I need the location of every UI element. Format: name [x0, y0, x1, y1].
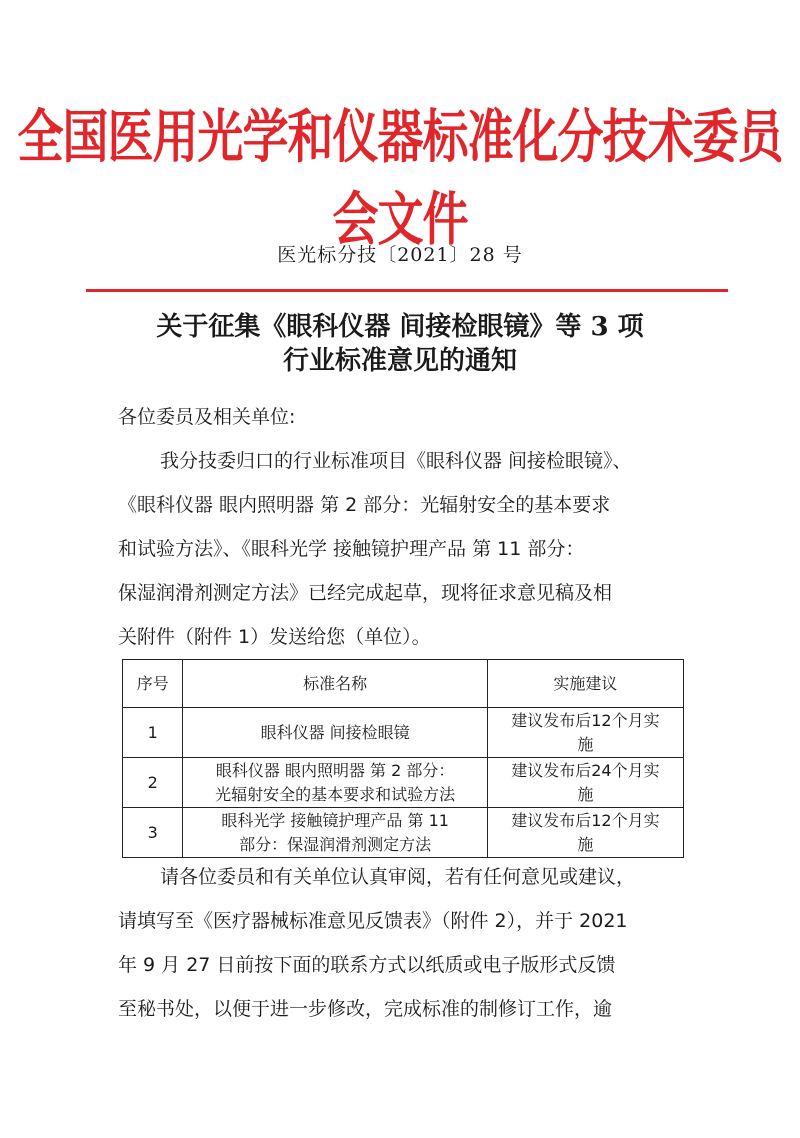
- table-row: [123, 808, 684, 858]
- paragraph-2-line: 请填写至《医疗器械标准意见反馈表》（附件 2），并于 2021: [118, 910, 628, 932]
- standards-table: [122, 659, 684, 858]
- paragraph-1-line: 我分技委归口的行业标准项目《眼科仪器 间接检眼镜》、: [160, 450, 632, 472]
- cell-suggestion-line: 施: [577, 784, 594, 804]
- red-divider-line: [86, 289, 728, 292]
- cell-no: 2: [123, 758, 183, 808]
- cell-name-line: 眼科光学 接触镜护理产品 第 11: [221, 810, 449, 830]
- cell-suggestion-line: 建议发布后12个月实: [511, 810, 660, 830]
- cell-name-line: 眼科仪器 间接检眼镜: [260, 722, 410, 742]
- cell-suggestion-line: 建议发布后12个月实: [511, 710, 660, 730]
- cell-name: [183, 708, 487, 758]
- table-header-row: [123, 660, 684, 708]
- header-cell-no: 序号: [123, 660, 183, 708]
- table-row: [123, 708, 684, 758]
- salutation: 各位委员及相关单位:: [118, 406, 296, 428]
- paragraph-2-line: 年 9 月 27 日前按下面的联系方式以纸质或电子版形式反馈: [118, 954, 616, 976]
- paragraph-2-line: 至秘书处，以便于进一步修改，完成标准的制修订工作，逾: [118, 998, 613, 1020]
- cell-suggestion: [487, 708, 683, 758]
- cell-name: [183, 758, 487, 808]
- cell-no: 3: [123, 808, 183, 858]
- cell-name: [183, 808, 487, 858]
- cell-name-line: 眼科仪器 眼内照明器 第 2 部分：: [215, 760, 455, 780]
- table-row: [123, 758, 684, 808]
- org-header-title: 全国医用光学和仪器标准化分技术委员会文件: [17, 102, 783, 253]
- cell-name-line: 部分：保湿润滑剂测定方法: [239, 834, 432, 854]
- header-cell-suggestion: 实施建议: [487, 660, 683, 708]
- cell-suggestion-line: 施: [577, 834, 594, 854]
- notice-title-line-2: 行业标准意见的通知: [282, 346, 517, 376]
- paragraph-1-line: 《眼科仪器 眼内照明器 第 2 部分：光辐射安全的基本要求: [118, 494, 611, 516]
- document-number: 医光标分技〔2021〕28 号: [277, 244, 523, 266]
- paragraph-1-line: 关附件（附件 1）发送给您（单位）。: [118, 626, 431, 648]
- cell-suggestion: [487, 808, 683, 858]
- cell-suggestion: [487, 758, 683, 808]
- cell-suggestion-line: 建议发布后24个月实: [511, 760, 660, 780]
- notice-title-line-1: 关于征集《眼科仪器 间接检眼镜》等 3 项: [156, 312, 644, 342]
- paragraph-1-line: 保湿润滑剂测定方法》已经完成起草，现将征求意见稿及相: [118, 582, 613, 604]
- paragraph-2-line: 请各位委员和有关单位认真审阅，若有任何意见或建议，: [160, 866, 636, 888]
- cell-suggestion-line: 施: [577, 734, 594, 754]
- cell-name-line: 光辐射安全的基本要求和试验方法: [215, 784, 456, 804]
- paragraph-1-line: 和试验方法》、《眼科光学 接触镜护理产品 第 11 部分：: [118, 538, 585, 560]
- cell-no: 1: [123, 708, 183, 758]
- header-cell-name: 标准名称: [183, 660, 487, 708]
